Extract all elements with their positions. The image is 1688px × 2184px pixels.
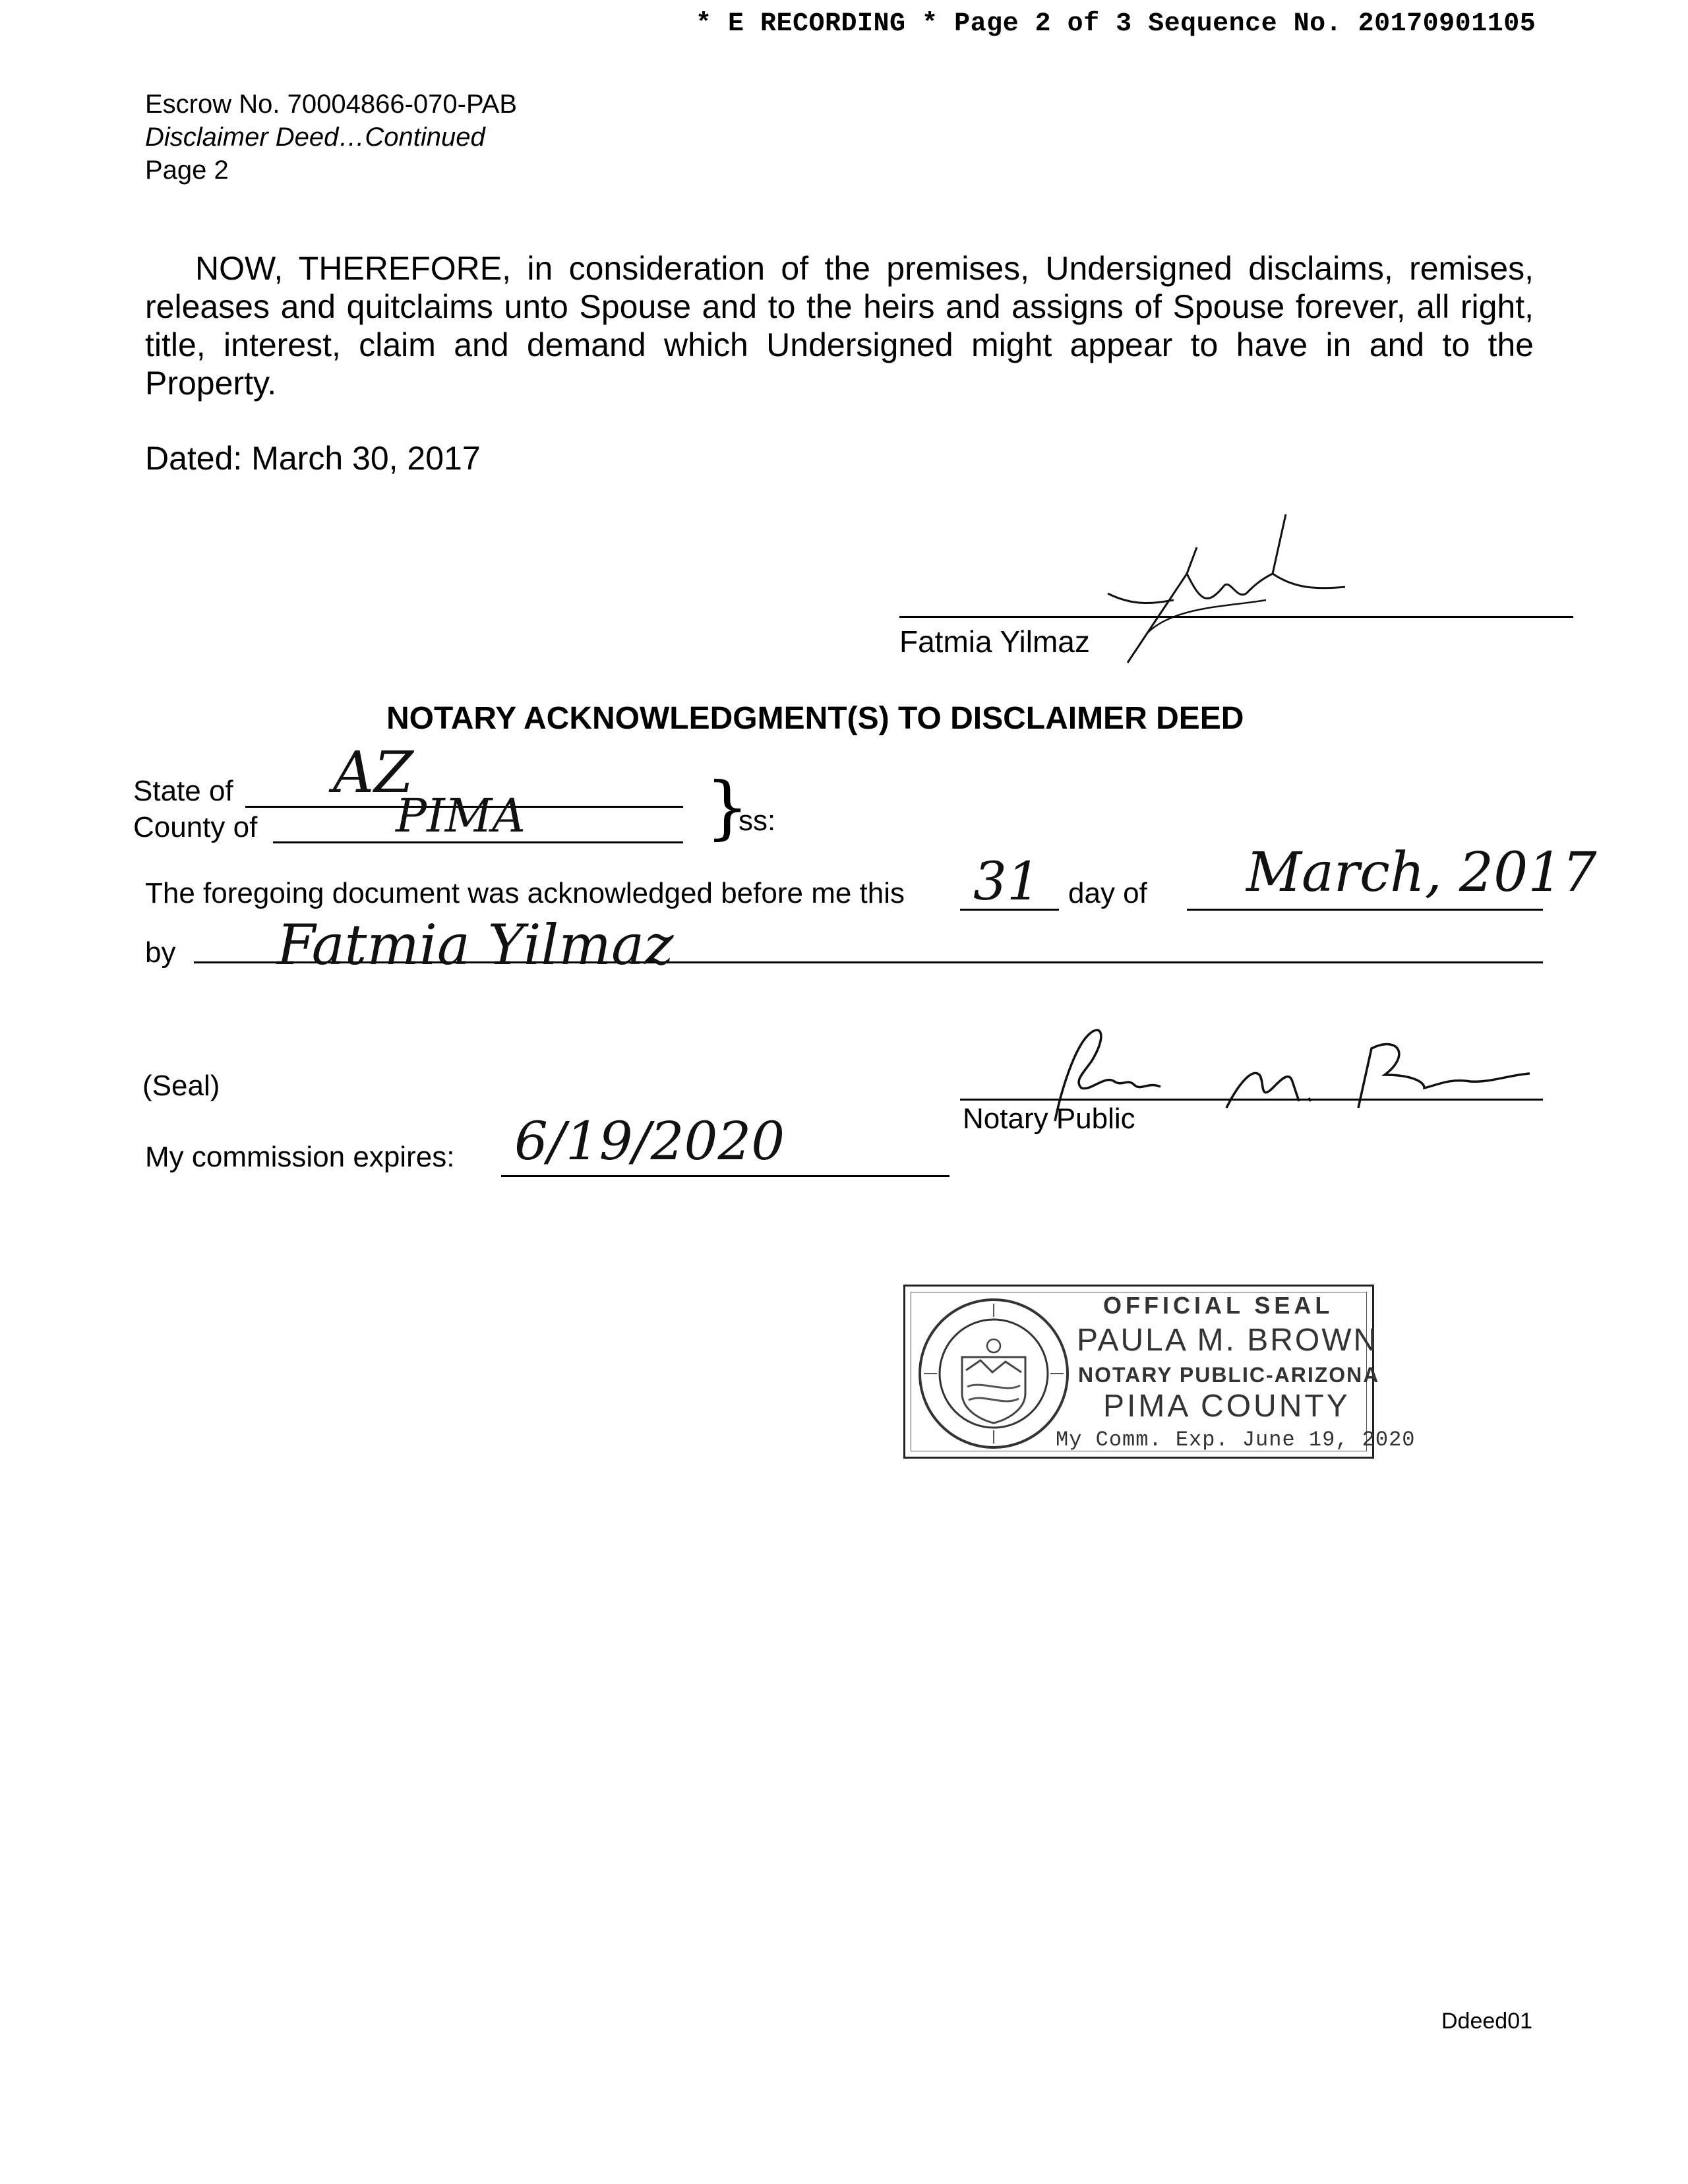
page-label: Page 2	[145, 156, 229, 185]
handwritten-acknowledger-name: Fatmia Yilmaz	[277, 913, 674, 977]
handwritten-state: AZ	[333, 740, 413, 806]
notary-heading: NOTARY ACKNOWLEDGMENT(S) TO DISCLAIMER DEED	[386, 701, 1244, 736]
month-year-field-line	[1187, 909, 1543, 911]
state-label: State of	[133, 775, 233, 807]
dated-line: Dated: March 30, 2017	[145, 440, 481, 477]
ss-label: ss:	[738, 804, 776, 837]
form-code: Ddeed01	[1441, 2009, 1533, 2034]
signer-signature	[1095, 508, 1358, 673]
stamp-commission-expiry: My Comm. Exp. June 19, 2020	[1056, 1428, 1416, 1452]
stamp-county: PIMA COUNTY	[1103, 1389, 1350, 1424]
body-paragraph: NOW, THEREFORE, in consideration of the premises, Undersigned disclaims, remises, releases and quitclaims unto Spouse and to the heirs and assigns of Spouse forever, all right, title, interest, claim and demand which Undersigned might appear to have in and to the Property.	[145, 250, 1534, 402]
stamp-notary-title: NOTARY PUBLIC-ARIZONA	[1078, 1363, 1380, 1387]
handwritten-commission-expiry: 6/19/2020	[514, 1110, 785, 1172]
acknowledgment-text: The foregoing document was acknowledged before me this	[145, 877, 905, 909]
county-label: County of	[133, 811, 258, 843]
signer-signature-line	[899, 616, 1573, 618]
stamp-official-seal: OFFICIAL SEAL	[1103, 1292, 1334, 1319]
official-seal-stamp	[903, 1285, 1416, 1459]
handwritten-month-year: March, 2017	[1246, 841, 1597, 904]
seal-label: (Seal)	[142, 1070, 220, 1102]
notary-signature-line	[960, 1099, 1543, 1101]
day-of-label: day of	[1068, 877, 1147, 909]
venue-brace: }	[706, 767, 750, 847]
commission-field-line	[501, 1175, 950, 1177]
notary-public-label: Notary Public	[963, 1103, 1135, 1135]
escrow-number: Escrow No. 70004866-070-PAB	[145, 90, 518, 119]
deed-continued-title: Disclaimer Deed…Continued	[145, 123, 485, 152]
state-seal-emblem-icon	[915, 1294, 1073, 1453]
by-label: by	[145, 936, 176, 969]
recording-header: * E RECORDING * Page 2 of 3 Sequence No. 20170901105	[696, 9, 1536, 39]
signer-name: Fatmia Yilmaz	[899, 624, 1090, 659]
stamp-notary-name: PAULA M. BROWN	[1077, 1323, 1379, 1358]
handwritten-county: PIMA	[396, 789, 526, 843]
commission-expires-label: My commission expires:	[145, 1141, 455, 1173]
handwritten-day: 31	[973, 851, 1040, 912]
